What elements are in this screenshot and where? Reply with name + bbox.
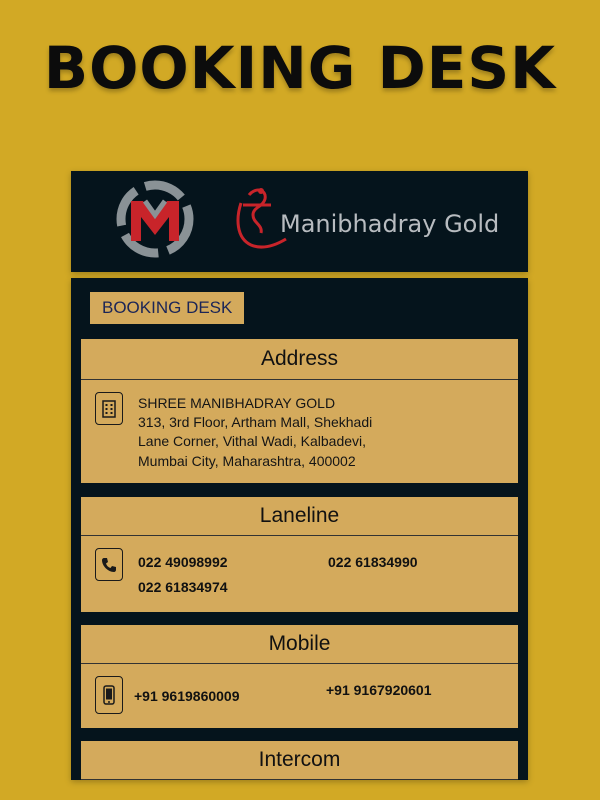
address-line: 313, 3rd Floor, Artham Mall, Shekhadi [138,414,373,430]
content-panel [71,278,528,780]
intercom-title: Intercom [81,741,518,780]
building-icon [95,392,123,425]
landline-number[interactable]: 022 61834990 [328,554,418,570]
page-title: BOOKING DESK [43,34,557,102]
address-line: Mumbai City, Maharashtra, 400002 [138,453,356,469]
mobile-number[interactable]: +91 9619860009 [134,688,240,704]
phone-icon [95,548,123,581]
intercom-section [81,741,518,780]
landline-number[interactable]: 022 61834974 [138,579,228,595]
mobile-icon [95,676,123,714]
landline-title: Laneline [81,497,518,536]
landline-section [81,497,518,612]
address-line: SHREE MANIBHADRAY GOLD [138,395,336,411]
mobile-title: Mobile [81,625,518,664]
address-title: Address [81,339,518,380]
address-section [81,339,518,483]
mobile-number[interactable]: +91 9167920601 [326,682,432,698]
tab-booking-desk[interactable]: BOOKING DESK [90,292,244,324]
mobile-section [81,625,518,728]
landline-number[interactable]: 022 49098992 [138,554,228,570]
ms-logo-icon [115,179,195,259]
address-line: Lane Corner, Vithal Wadi, Kalbadevi, [138,433,367,449]
header-panel [71,171,528,272]
brand-logo [231,183,521,261]
brand-name: Manibhadray Gold [280,210,500,238]
